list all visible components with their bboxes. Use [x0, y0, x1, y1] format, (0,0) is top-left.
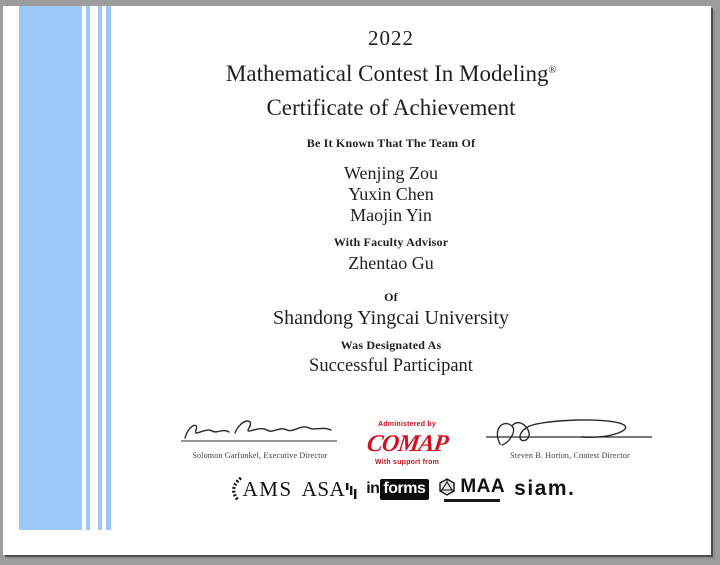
- informs-logo-boxed-text: forms: [380, 479, 429, 500]
- maa-logo-text: MAA: [460, 476, 506, 497]
- sponsor-logos-row: [91, 476, 713, 502]
- support-from-label: With support from: [375, 459, 439, 466]
- designation-result: Successful Participant: [309, 356, 473, 376]
- comap-logo: COMAP: [364, 431, 449, 457]
- informs-logo-prefix: in: [366, 480, 380, 497]
- ams-logo: [229, 476, 293, 502]
- signature-block-executive-director: [171, 414, 349, 460]
- asa-logo: [302, 477, 358, 502]
- contest-director-name-title: Steven B. Horton, Contest Director: [510, 451, 630, 460]
- administered-by-label: Administered by: [378, 421, 436, 428]
- team-member-name: Maojin Yin: [350, 205, 432, 225]
- team-intro-label: Be It Known That The Team Of: [306, 136, 476, 150]
- siam-logo: [514, 477, 575, 501]
- institution-name: Shandong Yingcai University: [273, 307, 509, 329]
- siam-logo-text: siam.: [514, 477, 576, 500]
- advisor-name: Zhentao Gu: [348, 253, 434, 273]
- signature-block-contest-director: [481, 416, 659, 460]
- certificate-page: [3, 6, 711, 555]
- ams-logo-text: AMS: [242, 476, 293, 501]
- team-members-list: [69, 163, 713, 226]
- asa-graph-icon: [345, 479, 357, 499]
- maa-logo: [438, 476, 505, 502]
- certificate-subtitle: Certificate of Achievement: [266, 95, 516, 120]
- executive-director-name-title: Solomon Garfunkel, Executive Director: [192, 451, 328, 460]
- asa-logo-text: ASA: [301, 476, 346, 501]
- team-member-name: Yuxin Chen: [348, 184, 434, 204]
- contest-title-text: Mathematical Contest In Modeling: [225, 61, 549, 86]
- comap-logo-block: [359, 420, 455, 467]
- maa-icosahedron-icon: [438, 478, 456, 496]
- contest-director-signature-icon: [486, 416, 654, 450]
- designation-label: Was Designated As: [340, 338, 442, 352]
- contest-year: 2022: [368, 26, 414, 50]
- team-member-name: Wenjing Zou: [343, 163, 439, 183]
- of-label: Of: [384, 290, 398, 304]
- executive-director-signature-icon: [179, 414, 341, 450]
- registered-trademark-mark: ®: [548, 65, 557, 76]
- contest-title: [69, 61, 713, 87]
- informs-logo: [366, 479, 429, 500]
- ams-laurel-icon: [229, 476, 243, 502]
- maa-tagline-strip: [444, 499, 500, 502]
- advisor-label: With Faculty Advisor: [333, 235, 449, 249]
- certificate-content: [69, 6, 713, 377]
